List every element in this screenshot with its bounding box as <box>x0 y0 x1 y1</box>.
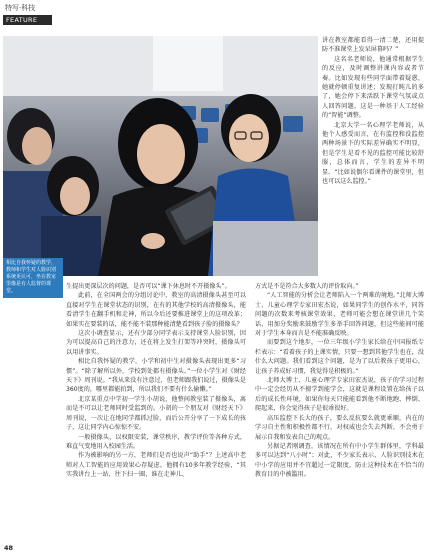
paragraph: 讲在教室都能看得一清二楚，还用提防不准课堂上发呆屏幕吗？” <box>322 37 424 54</box>
classroom-illustration <box>3 36 318 276</box>
paragraph: 一般摄像头，以权限安装，课堂秩序，教学评价等各种方式，难直气变地用入校园生活。 <box>66 433 246 450</box>
paragraph: 这次小调查显示，还有少部分同学表示支持课堂人脸识别，因为可以提高自己的注意力，还在将上发生打架等冲突时，摄像头可以用讲事实。 <box>66 330 246 356</box>
paragraph: “人工智能的分析会让老师陷入一个两难的境地。”北师大博士、儿童心理学专家田宏杰说，如果同学生的创作水平，同答问题的次数来考核课堂效果，老师可能会想在课堂讲几个笑话，用加分奖励来鼓励学生多举手回答问题，但这些能间可能对于学生本身而言是不能准确反映。 <box>255 292 424 338</box>
paragraph: 相比自我怀疑的教学，小学和初中生对摄像头表现出更多“习惯”。“除了解所以外，学校到处都有摄像头。”一位小学生对《财经天下》周刊说。“我从来没有注意过，但老师跟我们说过，摄像头是360度的，哪里都能拍到，所以我们不要有什么偷懒。” <box>66 358 246 394</box>
paragraph: 作为被影响的另一方，老师们是否也说声“助手”？上述高中老师对人工智能的应用效果心存疑虑。他拥有10多年教学经验，“其实我讲台上一站，往下扫一圈，谁在走神儿、 <box>66 452 246 479</box>
section-header <box>3 4 59 30</box>
paragraph: 方式是不是符合大多数人的评价取向。” <box>255 283 359 290</box>
paragraph: 北京大学一名心理学老师说，从他个人感受而言，在有监控和没监控两种场景下的实际差异确实不明显，但是学生是看不见的监控可能比较舒服，总体而言，学生的差异不明显。“比如说偶尔看课件的课堂里，但也可以这么监控。” <box>322 121 424 186</box>
right-bottom-text-column <box>255 282 424 480</box>
right-text-column <box>322 36 424 187</box>
paragraph: 北师大博士、儿童心理学专家田宏杰说，孩子的学习过程中一定会经历从不擅学到能学会，这就是课程设置在给孩子以后的成长性环境，如果你每天只能能看到他不断地跑、摔倒、爬起来，你会觉得孩子是很乖很好。 <box>255 377 424 413</box>
paragraph: 北京某重点中学初一学生小胡说，他整间教室装了摄像头，离而是不可以让老师同时受监到的。小胡的一个朋友对《财经天下》周刊说，一次让在地同学都抓过脸，而后公开分享了一下成长的孩子，这让同学内心惊惊不安。 <box>66 395 246 432</box>
section-title-en: FEATURE <box>3 15 52 25</box>
classroom-photo <box>3 36 318 276</box>
photo-caption: 相比自我怀疑的教学，教师和学生对人脸识别系统更认可，坐在教室里像是有人监督的课堂。 <box>3 258 63 298</box>
paragraph: 这名名老师说，他通常根据学生的反应，及时调整讲课内容或者节奏。比如发现有些同学面带着疑惑，她就停顿重复讲述；发现打盹儿的多了，她会停下来活跃下课堂气氛或点人回答问题。这是一种基于人工经验的“智能”调整。 <box>322 55 424 120</box>
paragraph: 生提出更深层次的问题，是否可以“课下休息时不开摄像头”。 <box>66 283 231 290</box>
section-title-zh: 特写·科技 <box>5 4 36 12</box>
page-number: 48 <box>4 544 14 552</box>
paragraph: 另据记者刚调查，该情况在所有中小学生群体里，学科最多可以达到“八小时”；对此，不少家长表示，人脸识别技术在中小学的应用并不宜超过一定限度，防止这种技术在不恰当的教育目的中被滥用。 <box>255 442 424 479</box>
paragraph: 而要到这个地步，一位三年级小学生家长给在中国报纸专栏表示：“看着孩子的上课实情，只要一想到其他学生也在，没什么大问题。我们看到这个问题，是为了以后教孩子更用心，让孩子养成好习惯，我觉得是积极的。” <box>255 339 424 375</box>
left-text-column <box>66 282 246 480</box>
paragraph: 此前，在全国两会的分组讨论中，教室的高清摄像头甚至可以直接对学生在课堂状态的识别，在有的其他学校的高清摄像头，能看清学生在翻手机和走神，所以今后还要推进课堂上的这项改革；如果实在要装的话，能不能不装那种能清楚看到孩子脸的摄像头？ <box>66 292 246 328</box>
paragraph: 高压监控下长大的孩子，要么反抗要么就更乖顺，内在的学习自主性和积极性都不行，对权威也会失去判断，不会勇于展示自我和发表自己的观点。 <box>255 414 424 441</box>
